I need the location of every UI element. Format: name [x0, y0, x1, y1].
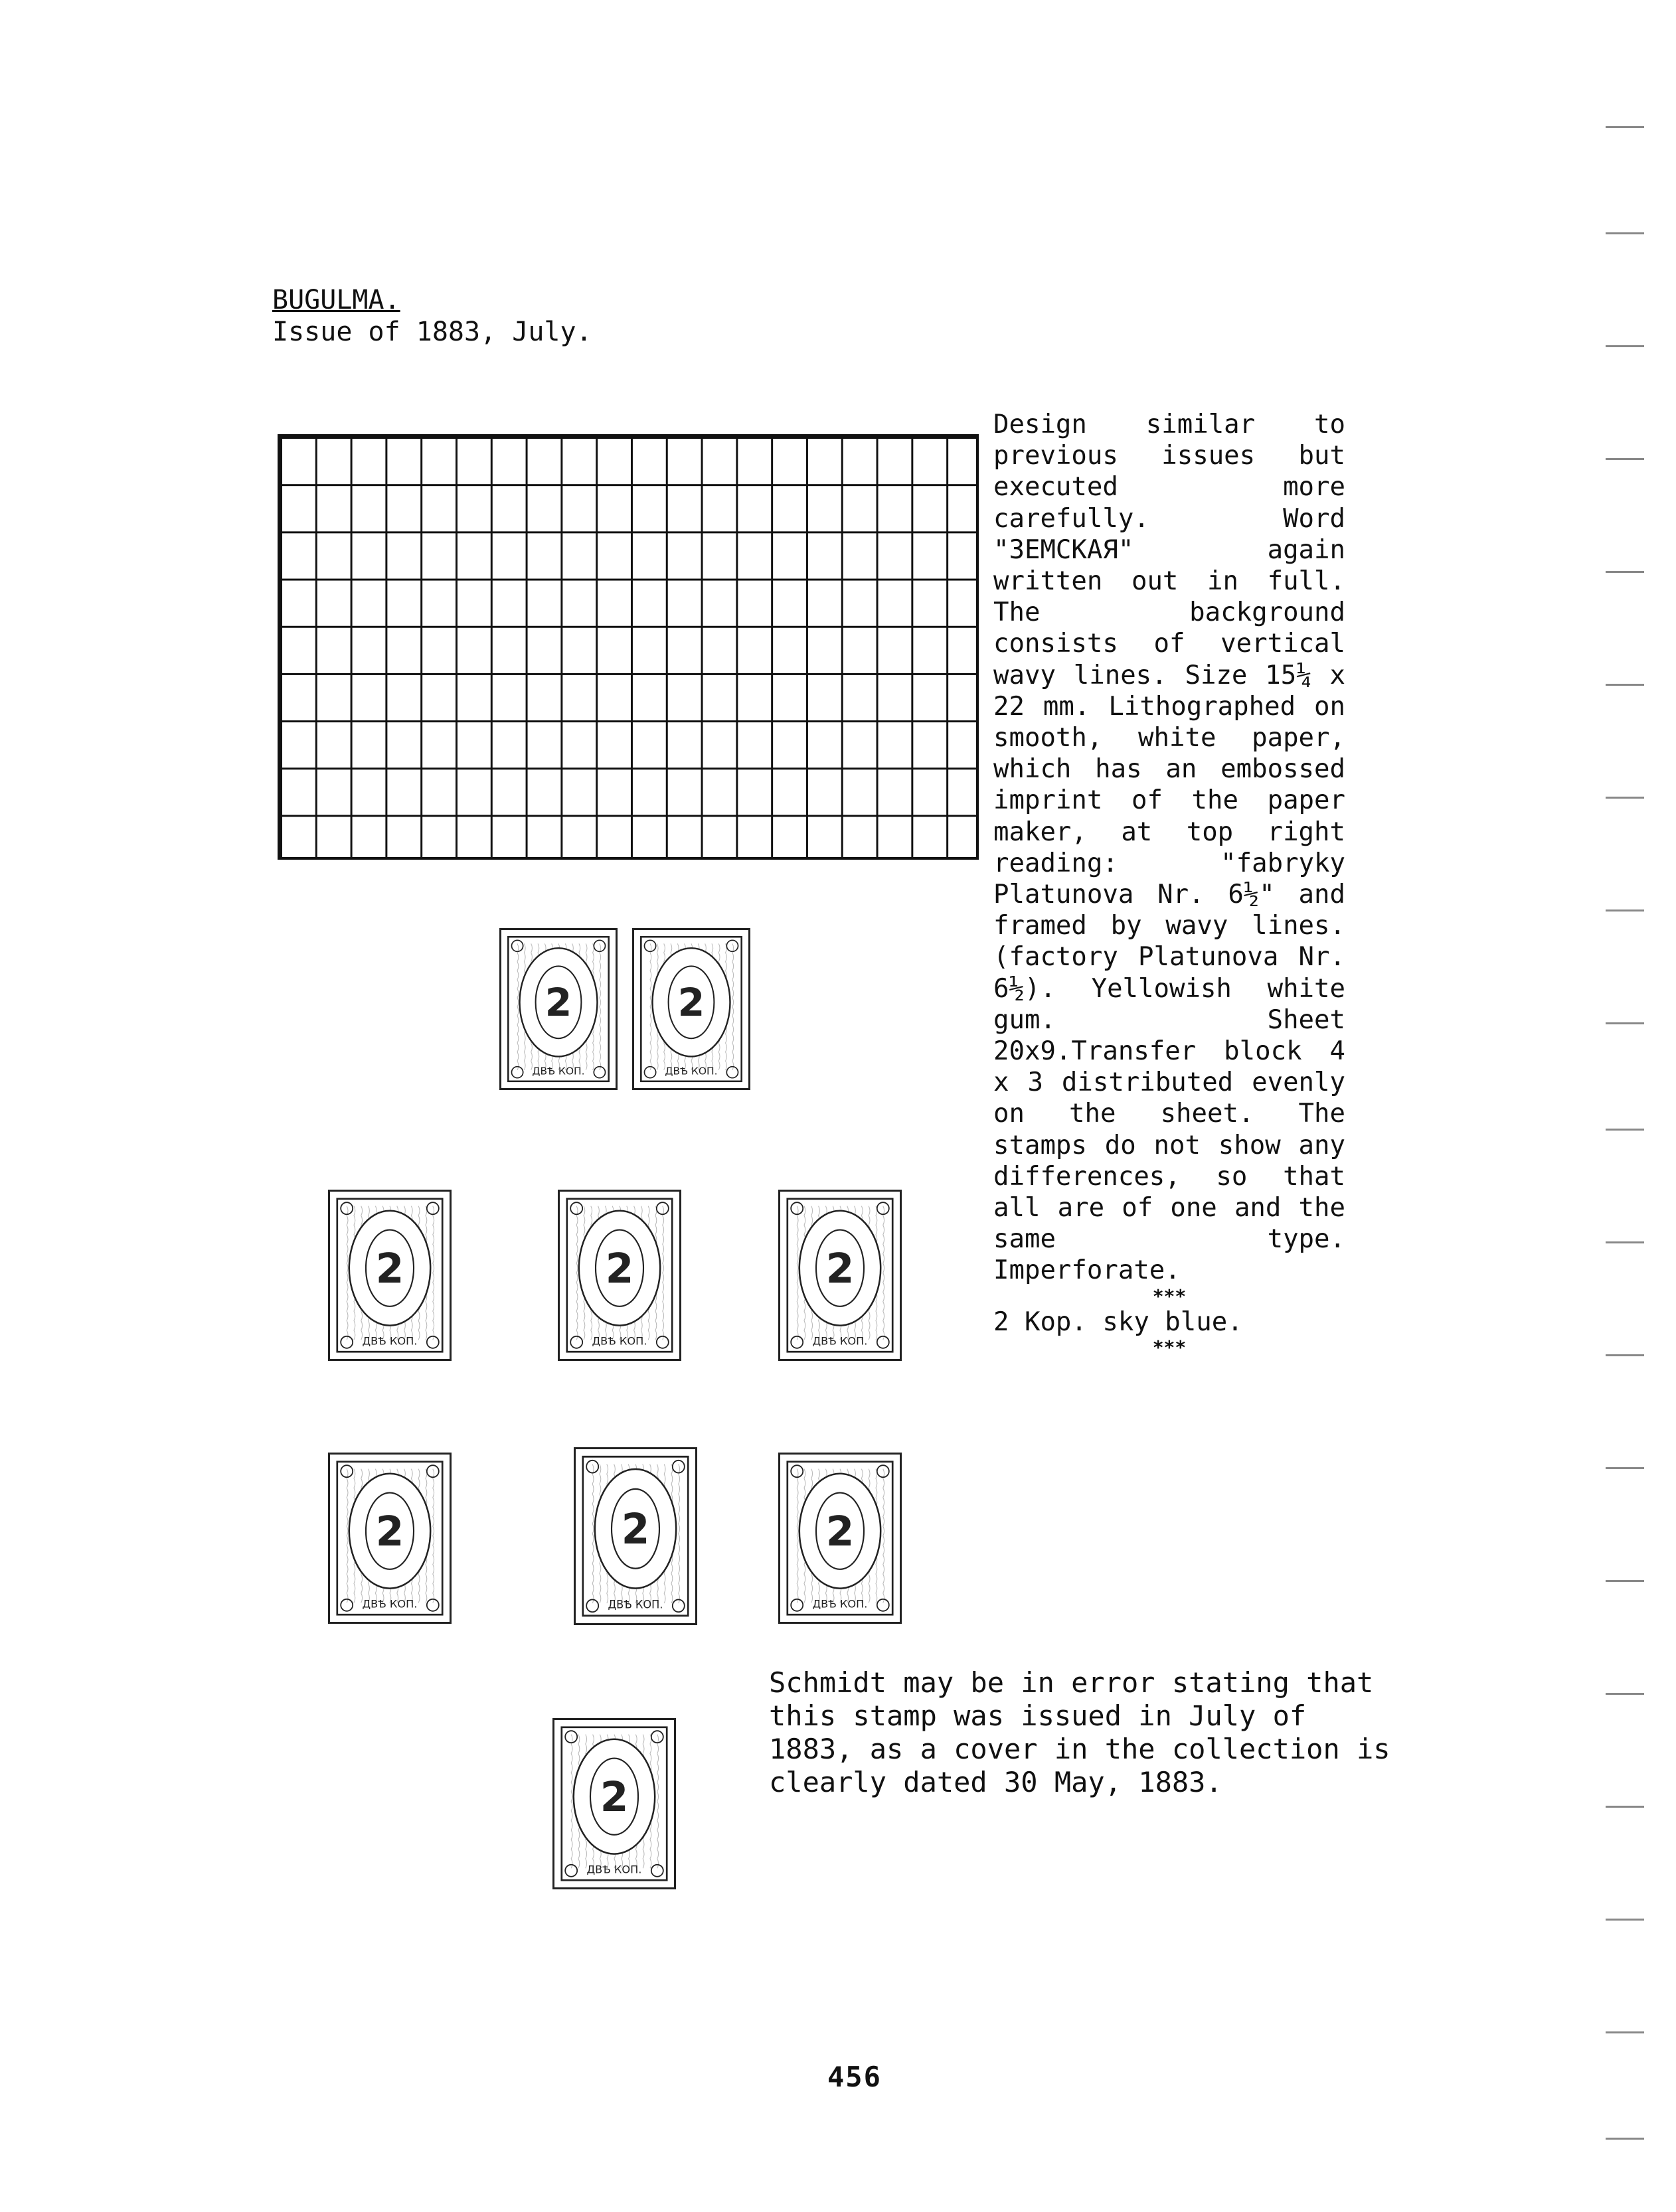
binder-mark — [1606, 797, 1644, 799]
value-line: 2 Kop. sky blue. — [993, 1306, 1243, 1337]
stamp-numeral: 2 — [677, 980, 705, 1026]
stamp-image — [499, 928, 618, 1090]
binder-mark — [1606, 458, 1644, 460]
stamp-numeral: 2 — [605, 1245, 634, 1293]
stamp-value-text: ДВѢ КОП. — [812, 1334, 868, 1348]
binder-mark — [1606, 1022, 1644, 1024]
stamp-numeral: 2 — [825, 1245, 855, 1293]
binder-mark — [1606, 2138, 1644, 2140]
binder-mark — [1606, 232, 1644, 234]
binder-mark — [1606, 126, 1644, 128]
binder-mark — [1606, 571, 1644, 573]
issue-subtitle: Issue of 1883, July. — [272, 317, 592, 347]
stamp-value-text: ДВѢ КОП. — [362, 1334, 418, 1348]
binder-mark — [1606, 684, 1644, 686]
page-number: 456 — [827, 2061, 882, 2093]
binder-mark — [1606, 1693, 1644, 1695]
stamp-numeral: 2 — [621, 1504, 650, 1554]
description-paragraph: Design similar to previous issues but executed more carefully. Word "ЗЕМСКАЯ" again written out in full. The background consists of vertical wavy lines. Size 15¼ x 22 mm. Lithographed on smooth, white paper, which has an embossed imprint of the paper maker, at top right reading: "fabryky Platunova Nr. 6½" and framed by wavy lines. (factory Platunova Nr. 6½). Yellowish white gum. Sheet 20x9.Transfer block 4 x 3 distributed evenly on the sheet. The stamps do not show any differences, so that all are of one and the same type. Imperforate. — [993, 410, 1345, 1286]
stamp-numeral: 2 — [375, 1245, 404, 1293]
section-title: BUGULMA. — [272, 285, 400, 315]
stamp-image — [778, 1190, 902, 1361]
binder-mark — [1606, 345, 1644, 347]
stamp-image — [328, 1453, 452, 1624]
binder-mark — [1606, 2031, 1644, 2033]
separator-stars-end: *** — [1152, 1336, 1187, 1358]
stamp-value-text: ДВѢ КОП. — [812, 1597, 868, 1611]
note-paragraph: Schmidt may be in error stating that this stamp was issued in July of 1883, as a cover in the collection is clearly dated 30 May, 1883. — [769, 1666, 1390, 1798]
stamp-value-text: ДВѢ КОП. — [532, 1065, 585, 1077]
stamp-value-text: ДВѢ КОП. — [586, 1863, 642, 1876]
binder-mark — [1606, 909, 1644, 911]
binder-mark — [1606, 1806, 1644, 1808]
stamp-image — [552, 1718, 676, 1889]
stamp-value-text: ДВѢ КОП. — [608, 1598, 663, 1611]
binder-mark — [1606, 1354, 1644, 1356]
stamp-numeral: 2 — [600, 1773, 629, 1821]
separator-stars: *** — [1152, 1285, 1187, 1307]
stamp-image — [574, 1447, 697, 1625]
stamp-numeral: 2 — [375, 1508, 404, 1555]
stamp-numeral: 2 — [825, 1508, 855, 1555]
stamp-image — [778, 1453, 902, 1624]
stamp-value-text: ДВѢ КОП. — [665, 1065, 718, 1077]
stamp-image — [558, 1190, 681, 1361]
stamp-image — [328, 1190, 452, 1361]
binder-mark — [1606, 1580, 1644, 1582]
binder-mark — [1606, 1467, 1644, 1469]
stamp-value-text: ДВѢ КОП. — [362, 1597, 418, 1611]
sheet-grid — [278, 434, 979, 860]
binder-mark — [1606, 1129, 1644, 1131]
binder-mark — [1606, 1919, 1644, 1921]
stamp-image — [632, 928, 750, 1090]
stamp-value-text: ДВѢ КОП. — [592, 1334, 647, 1348]
description-block — [993, 409, 1345, 1358]
stamp-numeral: 2 — [545, 980, 572, 1026]
binder-mark — [1606, 1241, 1644, 1243]
page-heading — [272, 284, 592, 348]
